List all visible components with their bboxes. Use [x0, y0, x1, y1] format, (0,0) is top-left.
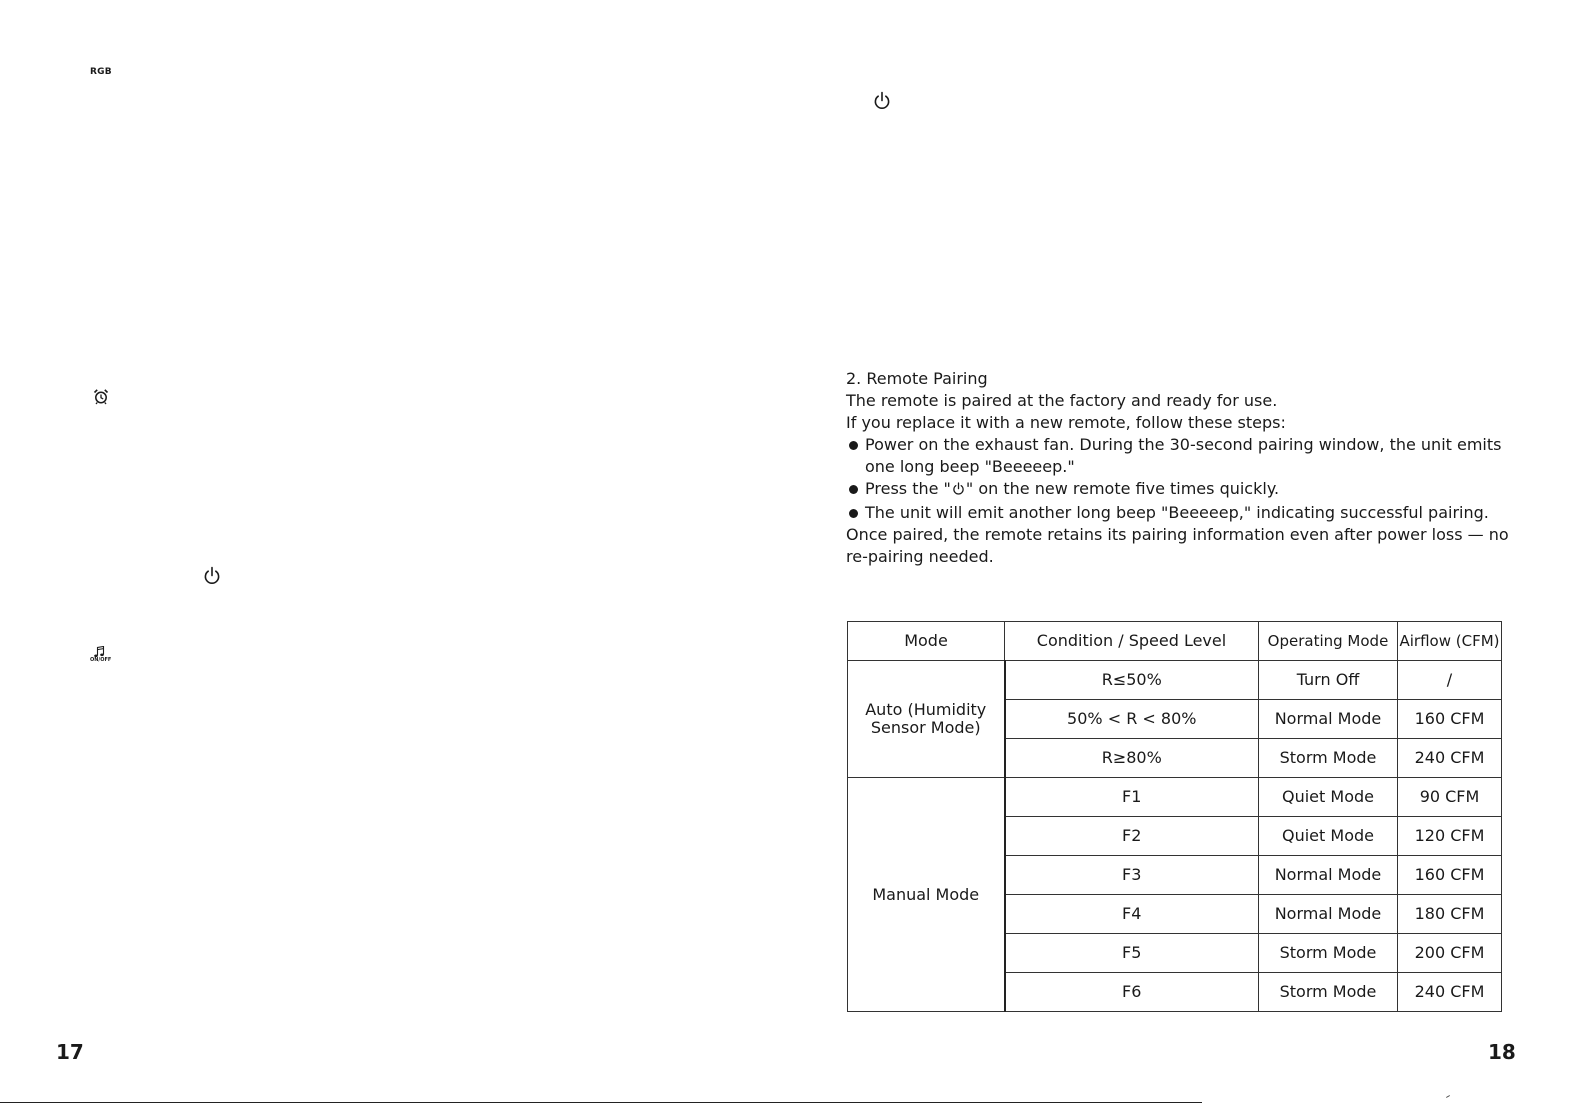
pairing-steps — [846, 434, 1526, 524]
remote-pairing-section — [846, 368, 1526, 568]
header-mode: Mode — [848, 622, 1005, 661]
rgb-label: RGB — [90, 67, 112, 77]
alarm-clock-icon — [93, 388, 109, 405]
airflow-cell: 160 CFM — [1398, 700, 1502, 739]
mode-airflow-table — [847, 621, 1502, 1012]
condition-cell: F4 — [1005, 895, 1259, 934]
step-2-text-after: " on the new remote five times quickly. — [965, 479, 1280, 498]
condition-cell: F5 — [1005, 934, 1259, 973]
table-row — [848, 661, 1502, 700]
condition-cell: F3 — [1005, 856, 1259, 895]
page-bottom-rule — [0, 1102, 1202, 1103]
page-number-left: 17 — [56, 1040, 84, 1064]
operating-mode-cell: Normal Mode — [1259, 895, 1398, 934]
pairing-step-3: The unit will emit another long beep "Beeeeep," indicating successful pairing. — [846, 502, 1526, 524]
music-note-icon — [90, 646, 111, 663]
header-airflow: Airflow (CFM) — [1398, 622, 1502, 661]
section-heading: 2. Remote Pairing — [846, 369, 988, 388]
operating-mode-cell: Quiet Mode — [1259, 817, 1398, 856]
operating-mode-cell: Quiet Mode — [1259, 778, 1398, 817]
pairing-step-2 — [846, 478, 1526, 502]
airflow-cell: 120 CFM — [1398, 817, 1502, 856]
music-icon-caption: ON/OFF — [90, 657, 112, 663]
header-operating-mode: Operating Mode — [1259, 622, 1398, 661]
condition-cell: R≤50% — [1005, 661, 1259, 700]
condition-cell: F1 — [1005, 778, 1259, 817]
power-icon — [873, 91, 891, 111]
step-2-text-before: Press the " — [865, 479, 951, 498]
power-icon — [952, 480, 965, 502]
table-header-row — [848, 622, 1502, 661]
table-row — [848, 778, 1502, 817]
airflow-cell: 200 CFM — [1398, 934, 1502, 973]
operating-mode-cell: Storm Mode — [1259, 739, 1398, 778]
operating-mode-cell: Storm Mode — [1259, 934, 1398, 973]
condition-cell: 50% < R < 80% — [1005, 700, 1259, 739]
condition-cell: R≥80% — [1005, 739, 1259, 778]
condition-cell: F6 — [1005, 973, 1259, 1012]
condition-cell: F2 — [1005, 817, 1259, 856]
mode-cell-auto: Auto (Humidity Sensor Mode) — [848, 661, 1005, 778]
airflow-cell: 180 CFM — [1398, 895, 1502, 934]
operating-mode-cell: Normal Mode — [1259, 700, 1398, 739]
airflow-cell: 240 CFM — [1398, 739, 1502, 778]
power-icon — [203, 566, 221, 586]
pairing-outro: Once paired, the remote retains its pairing information even after power loss — no re-pairing needed. — [846, 525, 1509, 566]
edge-mark — [1446, 1095, 1450, 1098]
mode-cell-manual: Manual Mode — [848, 778, 1005, 1012]
airflow-cell: / — [1398, 661, 1502, 700]
operating-mode-cell: Normal Mode — [1259, 856, 1398, 895]
airflow-cell: 160 CFM — [1398, 856, 1502, 895]
airflow-cell: 90 CFM — [1398, 778, 1502, 817]
pairing-step-1: Power on the exhaust fan. During the 30-second pairing window, the unit emits one long beep "Beeeeep." — [846, 434, 1526, 478]
operating-mode-cell: Turn Off — [1259, 661, 1398, 700]
pairing-intro-1: The remote is paired at the factory and ready for use. — [846, 391, 1278, 410]
header-condition: Condition / Speed Level — [1005, 622, 1259, 661]
page-number-right: 18 — [1488, 1040, 1516, 1064]
airflow-cell: 240 CFM — [1398, 973, 1502, 1012]
operating-mode-cell: Storm Mode — [1259, 973, 1398, 1012]
pairing-intro-2: If you replace it with a new remote, follow these steps: — [846, 413, 1286, 432]
